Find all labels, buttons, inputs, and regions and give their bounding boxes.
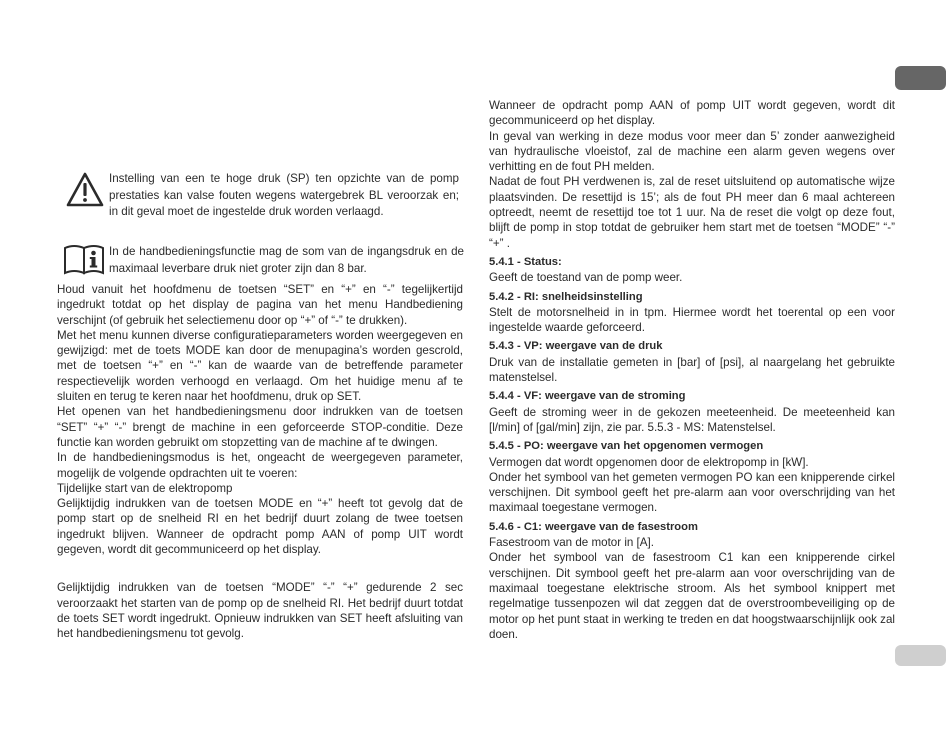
- manual-note-text: In de handbedieningsfunctie mag de som van de ingangsdruk en de maximaal leverbare druk niet groter zijn dan 8 bar.: [109, 245, 464, 275]
- paragraph: Gelijktijdig indrukken van de toetsen “MODE” “-” “+” gedurende 2 sec veroorzaakt het starten van de pomp op de snelheid RI. Het bedrijf duurt totdat de toets SET wordt ingedrukt. Opnieuw indrukken van SET heeft afsluiting van het handbedieningsmenu tot gevolg.: [57, 581, 463, 641]
- warning-triangle-icon: [66, 172, 104, 208]
- section-body: Geeft de toestand van de pomp weer.: [489, 271, 683, 285]
- section-body: Vermogen dat wordt opgenomen door de elektropomp in [kW].: [489, 455, 809, 469]
- paragraph: Gelijktijdig indrukken van de toetsen MODE en “+” heeft tot gevolg dat de pomp start op de snelheid RI en het bedrijf duurt zolang de twee toetsen ingedrukt blijven. Wanneer de opdracht pomp AAN of pomp UIT wordt gegeven, wordt dit gecommuniceerd op het display.: [57, 497, 463, 557]
- paragraph: Nadat de fout PH verdwenen is, zal de reset uitsluitend op automatische wijze plaatsvinden. De resettijd is 15’; als de fout PH meer dan 6 maal achtereen optreedt, neemt de resettijd toe tot 1 uur. Na de reset die volgt op deze fout, blijft de pomp in stop totdat de gebruiker hem start met de toetsen “MODE” “-” “+” .: [489, 175, 895, 250]
- section-title: 5.4.3 - VP: weergave van de druk: [489, 340, 663, 353]
- paragraph: In de handbedieningsmodus is het, ongeacht de weergegeven parameter, mogelijk de volgende opdrachten uit te voeren:: [57, 451, 463, 480]
- warning-note-text: Instelling van een te hoge druk (SP) ten opzichte van de pomp prestaties kan valse fouten wegens watergebrek BL veroorzak en; in dit geval moet de ingestelde druk worden verlaagd.: [109, 172, 459, 219]
- paragraph: Het openen van het handbedieningsmenu door indrukken van de toetsen “SET” “+” “-” brengt de machine in een geforceerde STOP-conditie. Deze functie kan worden gebruikt om stopzetting van de machine af te dwingen.: [57, 405, 463, 449]
- section-body: Onder het symbool van de fasestroom C1 kan een knipperende cirkel verschijnen. Dit symbool geeft het pre-alarm aan voor overschrijding van de maximaal toegestane elektrische stroom. Als het symbool knippert met regelmatige tussenpozen wil dat zeggen dat de overstroombeveiliging op de motor op het punt staat in werking te treden en dat hoogstwaarschijnlijk ook zal doen.: [489, 551, 895, 641]
- paragraph: Houd vanuit het hoofdmenu de toetsen “SET” en “+” en “-” tegelijkertijd ingedrukt totdat op het display de pagina van het menu Handbediening verschijnt (of gebruik het selectiemenu door op “+” of “-” te drukken).: [57, 283, 463, 327]
- section-title: 5.4.2 - RI: snelheidsinstelling: [489, 290, 643, 303]
- section-title: 5.4.4 - VF: weergave van de stroming: [489, 390, 686, 403]
- chapter-tab-top: [895, 66, 946, 90]
- paragraph: Wanneer de opdracht pomp AAN of pomp UIT wordt gegeven, wordt dit gecommuniceerd op het display.: [489, 99, 895, 128]
- chapter-tab-bottom: [895, 645, 946, 666]
- left-column: [57, 282, 463, 642]
- paragraph: In geval van werking in deze modus voor meer dan 5’ zonder aanwezigheid van hydraulische vloeistof, zal de machine een alarm geven wegens over verhitting en de fout PH melden.: [489, 129, 895, 174]
- section-body: Fasestroom van de motor in [A].: [489, 536, 654, 550]
- section-title: 5.4.1 - Status:: [489, 255, 562, 268]
- section-body: Geeft de stroming weer in de gekozen meeteenheid. De meeteenheid kan [l/min] of [gal/min] zijn, zie par. 5.5.3 - MS: Matenstelsel.: [489, 405, 895, 434]
- right-column: [489, 98, 895, 642]
- section-body: Onder het symbool van het gemeten vermogen PO kan een knipperende cirkel verschijnen. Dit symbool geeft het pre-alarm aan voor overschrijding van het maximaal toegestane vermogen.: [489, 470, 895, 515]
- section-title: 5.4.5 - PO: weergave van het opgenomen vermogen: [489, 440, 764, 453]
- section-title: 5.4.6 - C1: weergave van de fasestroom: [489, 520, 698, 533]
- section-body: Stelt de motorsnelheid in in tpm. Hiermee wordt het toerental op een voor ingestelde waarde geforceerd.: [489, 305, 895, 335]
- paragraph: Met het menu kunnen diverse configuratieparameters worden weergegeven en gewijzigd: met de toets MODE kan door de menupagina’s worden gescrold, met de toetsen “+” en “-” kan de waarde van de betreffende parameter respectievelijk worden verhoogd en verlaagd. Om het huidige menu af te sluiten en terug te keren naar het hoofdmenu, druk op SET.: [57, 328, 463, 404]
- manual-info-icon: [63, 243, 105, 275]
- section-body: Druk van de installatie gemeten in [bar] of [psi], al naargelang het gebruikte matenstelsel.: [489, 355, 895, 385]
- subheading: Tijdelijke start van de elektropomp: [57, 481, 233, 495]
